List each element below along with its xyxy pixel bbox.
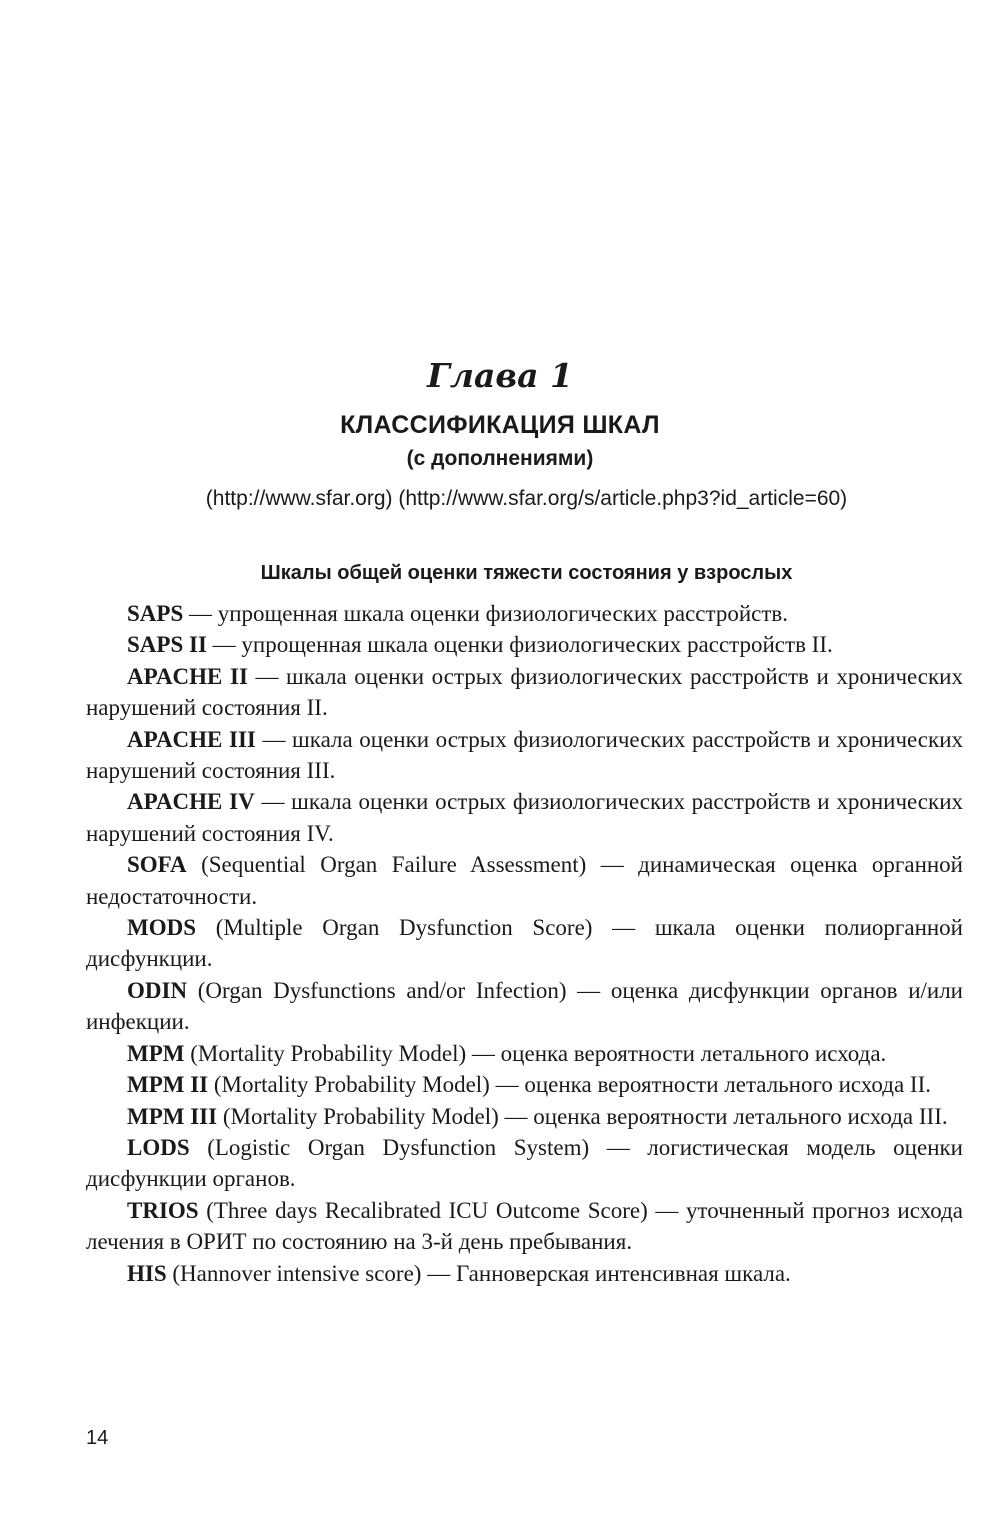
scale-description: (Multiple Organ Dysfunction Score) — шкала оценки полиорганной дисфункции. (86, 915, 963, 972)
scale-entry (86, 849, 963, 912)
scale-entry (86, 724, 963, 787)
chapter-label: Глава 1 (427, 356, 573, 395)
scale-entry (86, 1258, 963, 1289)
scale-abbreviation: APACHE II (127, 663, 248, 689)
scale-abbreviation: SAPS II (127, 632, 207, 658)
scale-abbreviation: ODIN (127, 977, 188, 1003)
scale-description: — шкала оценки острых физиологических расстройств и хронических нарушений состояния IV. (86, 789, 963, 846)
scale-abbreviation: SOFA (127, 852, 187, 878)
scale-description: (Three days Recalibrated ICU Outcome Score) — уточненный прогноз исхода лечения в ОРИТ по состоянию на 3-й день пребывания. (86, 1197, 963, 1255)
scale-description: — упрощенная шкала оценки физиологических расстройств. (183, 601, 789, 626)
scale-description: — шкала оценки острых физиологических расстройств и хронических нарушений состояния II. (86, 663, 963, 721)
scale-entry (86, 786, 963, 849)
scale-description: (Mortality Probability Model) — оценка вероятности летального исхода II. (208, 1072, 931, 1098)
chapter-subtitle: (с дополнениями) (406, 447, 594, 470)
source-links (0, 482, 1000, 516)
scale-entry (86, 975, 963, 1038)
section-heading: Шкалы общей оценки тяжести состояния у взрослых (260, 562, 793, 584)
scale-entry (86, 912, 963, 975)
scale-entry (86, 1195, 963, 1258)
scale-abbreviation: SAPS (127, 601, 184, 626)
scale-description: (Mortality Probability Model) — оценка вероятности летального исхода III. (217, 1103, 948, 1129)
scale-description: (Sequential Organ Failure Assessment) — динамическая оценка органной недостаточности. (86, 852, 963, 909)
scale-description: (Organ Dysfunctions and/or Infection) — оценка дисфункции органов и/или инфекции. (86, 977, 963, 1035)
scale-description: (Logistic Organ Dysfunction System) — логистическая модель оценки дисфункции органов. (86, 1134, 963, 1192)
scale-abbreviation: MPM III (127, 1103, 218, 1129)
scale-abbreviation: MPM II (127, 1072, 209, 1098)
scale-abbreviation: MPM (127, 1040, 185, 1066)
scale-abbreviation: TRIOS (127, 1197, 199, 1223)
scale-entry (86, 661, 963, 724)
chapter-title: КЛАССИФИКАЦИЯ ШКАЛ (340, 411, 660, 439)
scale-abbreviation: APACHE III (127, 726, 256, 752)
scale-entry (86, 1069, 963, 1100)
scale-entry (86, 1132, 963, 1195)
scale-entry (86, 629, 963, 660)
scale-entry (86, 1038, 963, 1069)
scale-abbreviation: APACHE IV (127, 789, 255, 815)
page-number: 14 (86, 1427, 109, 1449)
scale-description: — шкала оценки острых физиологических расстройств и хронических нарушений состояния III. (86, 726, 964, 784)
source-link: (http://www.sfar.org/s/article.php3?id_article=60) (398, 487, 848, 510)
scale-description: (Hannover intensive score) — Ганноверская интенсивная шкала. (166, 1260, 791, 1286)
scale-list (86, 598, 963, 1289)
scale-description: — упрощенная шкала оценки физиологических расстройств II. (206, 632, 833, 658)
scale-entry (86, 598, 963, 629)
scale-entry (86, 1101, 963, 1132)
scale-description: (Mortality Probability Model) — оценка вероятности летального исхода. (184, 1040, 887, 1066)
scale-abbreviation: MODS (127, 915, 196, 941)
source-link: (http://www.sfar.org) (205, 487, 393, 510)
scale-abbreviation: LODS (127, 1134, 190, 1160)
scale-abbreviation: HIS (127, 1260, 167, 1286)
